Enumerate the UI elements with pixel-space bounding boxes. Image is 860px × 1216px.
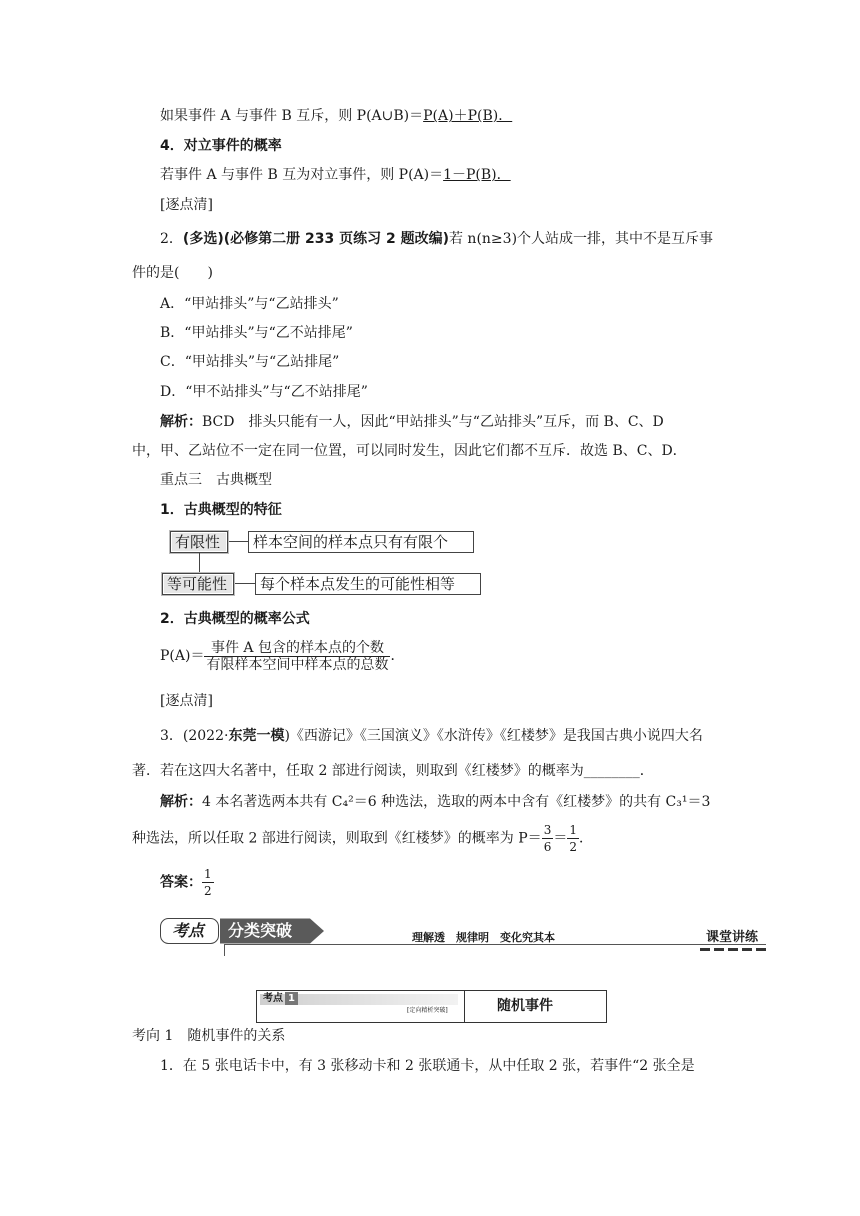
complement-formula-text: 若事件 A 与事件 B 互为对立事件，则 P(A)＝	[160, 167, 444, 183]
mutex-formula-line	[160, 107, 512, 125]
solution-2-line2: 中，甲、乙站位不一定在同一位置，可以同时发生，因此它们都不互斥．故选 B、C、D．	[132, 443, 687, 459]
key-point-3-title: 重点三 古典概型	[160, 472, 272, 488]
formula-lhs: P(A)＝	[160, 648, 205, 664]
banner-rule	[224, 944, 766, 945]
formula-numerator: 事件 A 包含的样本点的个数	[204, 640, 390, 657]
connector-line	[229, 541, 248, 542]
question-3-number: 3．(2022·	[160, 728, 229, 744]
solution-2-line1	[160, 413, 664, 431]
option-a: A．“甲站排头”与“乙站排头”	[160, 296, 339, 312]
solution-3-line2	[132, 822, 593, 855]
complement-formula-line	[160, 166, 511, 184]
fraction-3-6	[542, 822, 554, 855]
option-b: B．“甲站排头”与“乙不站排尾”	[160, 325, 353, 341]
direction-title: 考向 1 随机事件的关系	[132, 1028, 286, 1044]
fraction-denominator: 2	[569, 840, 577, 854]
banner-tag-left: 考点	[172, 921, 205, 940]
classical-formula	[160, 640, 404, 673]
topic-badge-sub: [定向精析突破]	[407, 1007, 448, 1014]
mutex-formula-answer: P(A)＋P(B)．	[423, 108, 513, 124]
banner-dashes	[700, 948, 766, 951]
question-1-line1: 1．在 5 张电话卡中，有 3 张移动卡和 2 张联通卡，从中任取 2 张，若事件“2 张全是	[160, 1058, 695, 1074]
fraction-1-2	[567, 822, 579, 855]
answer-label: 答案：	[160, 874, 202, 891]
solution-3-text-2: 种选法，所以任取 2 部进行阅读，则取到《红楼梦》的概率为 P＝	[132, 830, 542, 847]
banner-motto: 理解透 规律明 变化究其本	[412, 931, 555, 944]
fraction-denominator: 6	[543, 840, 552, 854]
topic-badge-number: 1	[285, 992, 298, 1005]
heading-complement: 4．对立事件的概率	[160, 138, 282, 154]
question-2-source: (多选)(必修第二册 233 页练习 2 题改编)	[182, 231, 449, 247]
mutex-formula-text: 如果事件 A 与事件 B 互斥，则 P(A∪B)＝	[160, 108, 424, 124]
option-c: C．“甲站排头”与“乙站排尾”	[160, 354, 340, 370]
question-3-line1	[160, 727, 703, 745]
feature-text-finite: 样本空间的样本点只有有限个	[248, 531, 474, 553]
banner-tick	[224, 944, 225, 956]
formula-fraction	[204, 640, 390, 673]
option-d: D．“甲不站排头”与“乙不站排尾”	[160, 384, 368, 400]
solution-3-text: 4 本名著选两本共有 C₄²＝6 种选法，选取的两本中含有《红楼梦》的共有 C₃¹＝3	[202, 794, 711, 810]
question-2-line1	[160, 230, 713, 248]
heading-feature: 1．古典概型的特征	[160, 502, 282, 518]
answer-fraction	[202, 866, 214, 899]
fraction-numerator: 1	[569, 823, 577, 837]
fraction-numerator: 1	[204, 867, 212, 881]
banner-right-label: 课堂讲练	[706, 930, 759, 945]
feature-label-equal: 等可能性	[162, 573, 234, 595]
topic-title: 随机事件	[497, 998, 553, 1014]
period: ．	[578, 830, 593, 847]
formula-denominator: 有限样本空间中样本点的总数	[206, 657, 389, 673]
solution-2-text: BCD 排头只能有一人，因此“甲站排头”与“乙站排头”互斥，而 B、C、D	[202, 414, 664, 430]
equals-sign: ＝	[553, 830, 568, 847]
question-2-stem: 若 n(n≥3)个人站成一排，其中不是互斥事	[448, 231, 714, 247]
heading-formula: 2．古典概型的概率公式	[160, 611, 310, 627]
topic-box	[256, 990, 607, 1023]
banner-tag-right: 分类突破	[228, 921, 293, 940]
question-2-number: 2．	[160, 231, 183, 247]
fraction-numerator: 3	[543, 823, 552, 837]
question-2-line2: 件的是( )	[132, 265, 213, 281]
question-3-line2: 著．若在这四大名著中，任取 2 部进行阅读，则取到《红楼梦》的概率为________．	[132, 763, 654, 779]
section-tag-1: [逐点清]	[160, 197, 213, 213]
solution-label: 解析：	[160, 414, 202, 430]
topic-badge-label: 考点	[263, 993, 283, 1004]
topic-badge-area	[257, 991, 465, 1022]
complement-formula-answer: 1－P(B)．	[443, 167, 511, 183]
fraction-denominator: 2	[204, 884, 212, 898]
question-3-source: 东莞一模	[228, 728, 285, 744]
formula-end: ．	[390, 648, 405, 664]
solution-label: 解析：	[160, 794, 202, 810]
question-3-stem: )《西游记》《三国演义》《水浒传》《红楼梦》是我国古典小说四大名	[284, 728, 703, 744]
answer-line	[160, 866, 214, 899]
solution-3-line1	[160, 793, 710, 811]
feature-label-finite: 有限性	[170, 531, 228, 553]
section-tag-2: [逐点清]	[160, 693, 213, 709]
connector-vertical	[199, 553, 200, 573]
connector-line	[235, 583, 255, 584]
feature-text-equal: 每个样本点发生的可能性相等	[255, 573, 481, 595]
